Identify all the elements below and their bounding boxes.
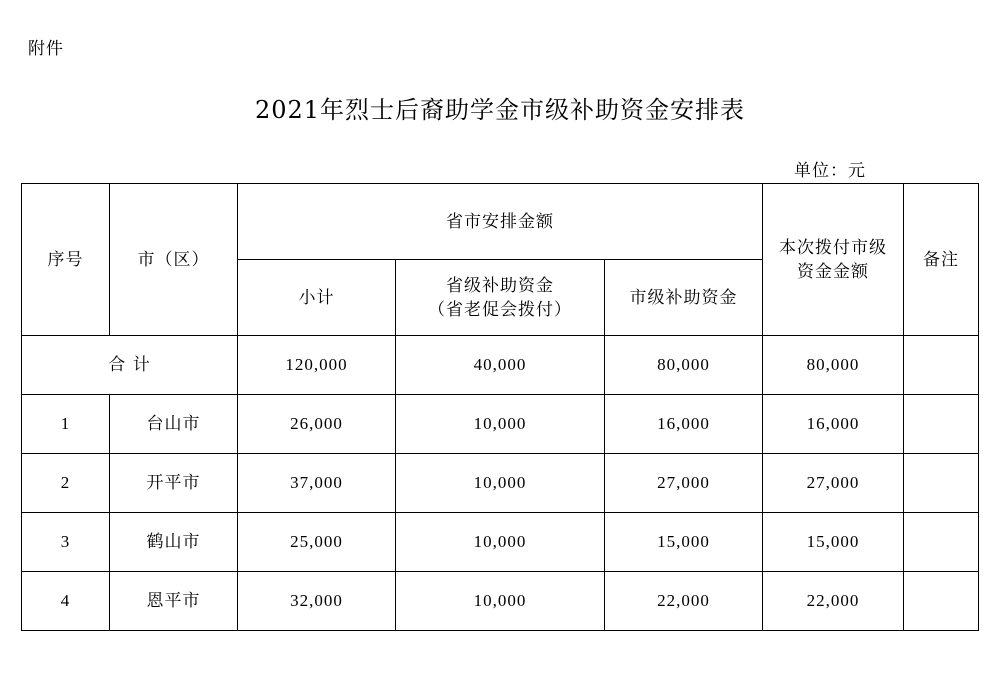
header-provincial-subsidy — [396, 260, 605, 336]
header-provincial-subsidy-line1: 省级补助资金 — [446, 275, 554, 296]
row-this-allocation: 27,000 — [763, 454, 904, 513]
header-subtotal: 小计 — [238, 260, 396, 336]
document-title: 2021年烈士后裔助学金市级补助资金安排表 — [254, 96, 746, 124]
row-this-allocation: 15,000 — [763, 513, 904, 572]
header-city: 市（区） — [110, 184, 238, 336]
header-row-1 — [22, 184, 979, 260]
row-subtotal: 25,000 — [238, 513, 396, 572]
attachment-label: 附件 — [28, 39, 64, 59]
row-remarks — [904, 572, 979, 631]
row-provincial: 10,000 — [396, 513, 605, 572]
row-subtotal: 32,000 — [238, 572, 396, 631]
row-subtotal: 26,000 — [238, 395, 396, 454]
row-seq: 2 — [22, 454, 110, 513]
header-province-city-amount: 省市安排金额 — [238, 184, 763, 260]
header-seq: 序号 — [22, 184, 110, 336]
header-provincial-subsidy-line2: （省老促会拨付） — [428, 299, 572, 320]
row-city: 鹤山市 — [110, 513, 238, 572]
total-remarks — [904, 336, 979, 395]
total-municipal: 80,000 — [605, 336, 763, 395]
unit-label: 单位：元 — [794, 161, 866, 181]
row-remarks — [904, 513, 979, 572]
row-provincial: 10,000 — [396, 572, 605, 631]
table-row — [22, 513, 979, 572]
header-municipal-subsidy: 市级补助资金 — [605, 260, 763, 336]
header-remarks: 备注 — [904, 184, 979, 336]
row-this-allocation: 16,000 — [763, 395, 904, 454]
allocation-table — [21, 183, 979, 631]
row-municipal: 15,000 — [605, 513, 763, 572]
total-subtotal: 120,000 — [238, 336, 396, 395]
row-subtotal: 37,000 — [238, 454, 396, 513]
total-provincial: 40,000 — [396, 336, 605, 395]
row-seq: 1 — [22, 395, 110, 454]
row-provincial: 10,000 — [396, 454, 605, 513]
row-remarks — [904, 454, 979, 513]
header-this-allocation-line1: 本次拨付市级 — [779, 237, 888, 258]
header-this-allocation-line2: 资金金额 — [797, 261, 870, 282]
table-row — [22, 395, 979, 454]
total-label: 合 计 — [22, 336, 238, 395]
total-row — [22, 336, 979, 395]
row-municipal: 16,000 — [605, 395, 763, 454]
row-city: 开平市 — [110, 454, 238, 513]
row-this-allocation: 22,000 — [763, 572, 904, 631]
table-row — [22, 454, 979, 513]
row-municipal: 22,000 — [605, 572, 763, 631]
header-this-allocation — [763, 184, 904, 336]
row-provincial: 10,000 — [396, 395, 605, 454]
total-this-allocation: 80,000 — [763, 336, 904, 395]
row-remarks — [904, 395, 979, 454]
row-seq: 3 — [22, 513, 110, 572]
table-row — [22, 572, 979, 631]
row-municipal: 27,000 — [605, 454, 763, 513]
row-seq: 4 — [22, 572, 110, 631]
row-city: 台山市 — [110, 395, 238, 454]
row-city: 恩平市 — [110, 572, 238, 631]
